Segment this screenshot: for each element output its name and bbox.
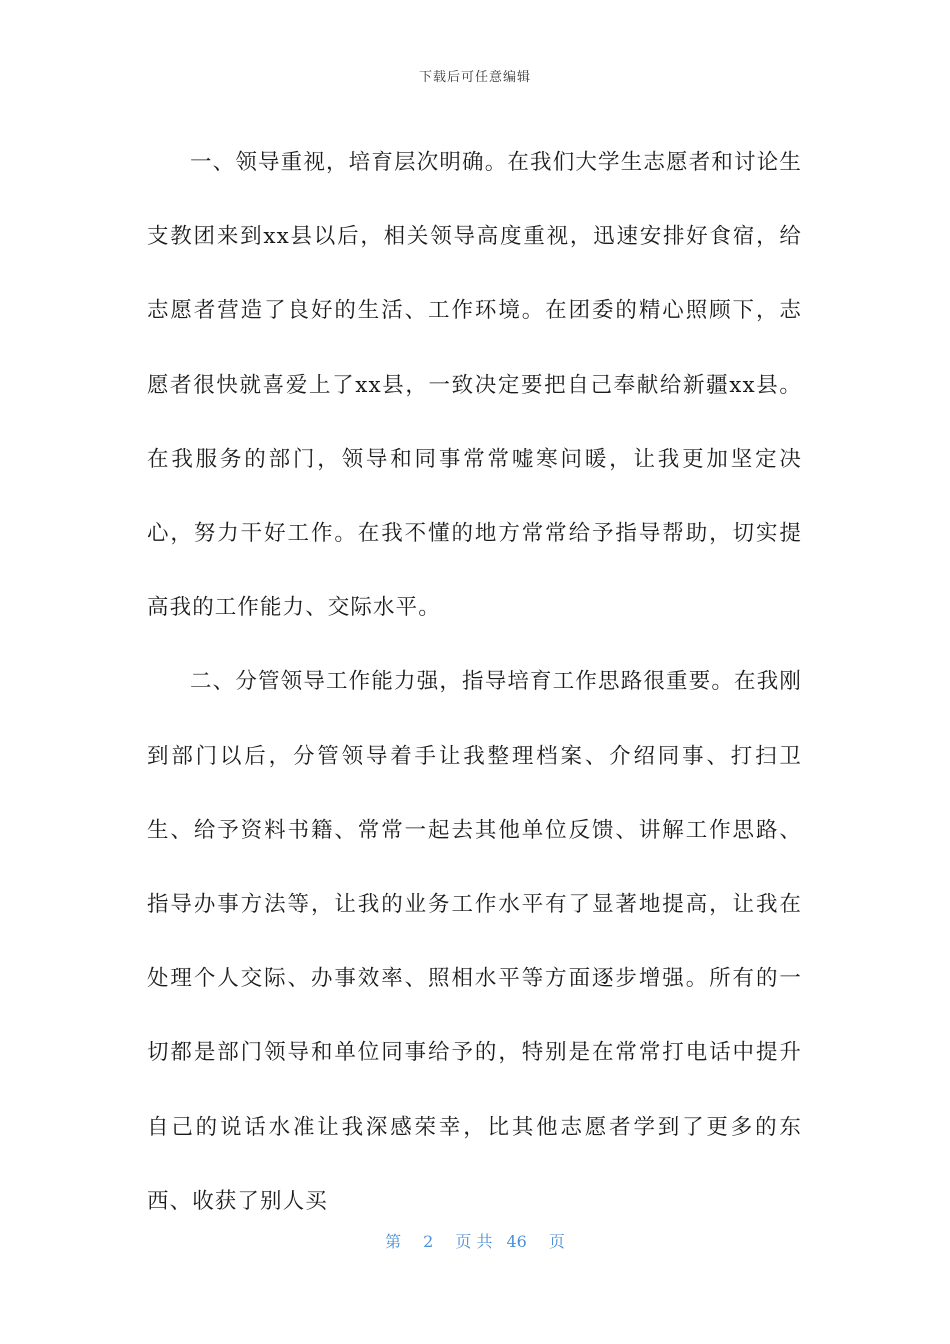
paragraph-1: 一、领导重视，培育层次明确。在我们大学生志愿者和讨论生支教团来到xx县以后，相关领导高度重视，迅速安排好食宿，给志愿者营造了良好的生活、工作环境。在团委的精心照顾下，志愿者很快就喜爱上了xx县，一致决定要把自己奉献给新疆xx县。在我服务的部门，领导和同事常常嘘寒问暖，让我更加坚定决心，努力干好工作。在我不懂的地方常常给予指导帮助，切实提高我的工作能力、交际水平。 [147, 150, 802, 621]
document-body [147, 126, 802, 1239]
page-header: 下载后可任意编辑 [418, 70, 531, 85]
footer-suffix: 页 [548, 1232, 565, 1251]
page-footer [0, 1229, 950, 1252]
footer-prefix: 第 [385, 1232, 402, 1251]
footer-total-pages: 46 [506, 1232, 527, 1251]
footer-current-page: 2 [423, 1232, 434, 1251]
footer-middle: 页 共 [455, 1232, 493, 1251]
paragraph-2: 二、分管领导工作能力强，指导培育工作思路很重要。在我刚到部门以后，分管领导着手让我整理档案、介绍同事、打扫卫生、给予资料书籍、常常一起去其他单位反馈、讲解工作思路、指导办事方法等，让我的业务工作水平有了显著地提高，让我在处理个人交际、办事效率、照相水平等方面逐步增强。所有的一切都是部门领导和单位同事给予的，特别是在常常打电话中提升自己的说话水准让我深感荣幸，比其他志愿者学到了更多的东西、收获了别人买 [147, 669, 802, 1214]
